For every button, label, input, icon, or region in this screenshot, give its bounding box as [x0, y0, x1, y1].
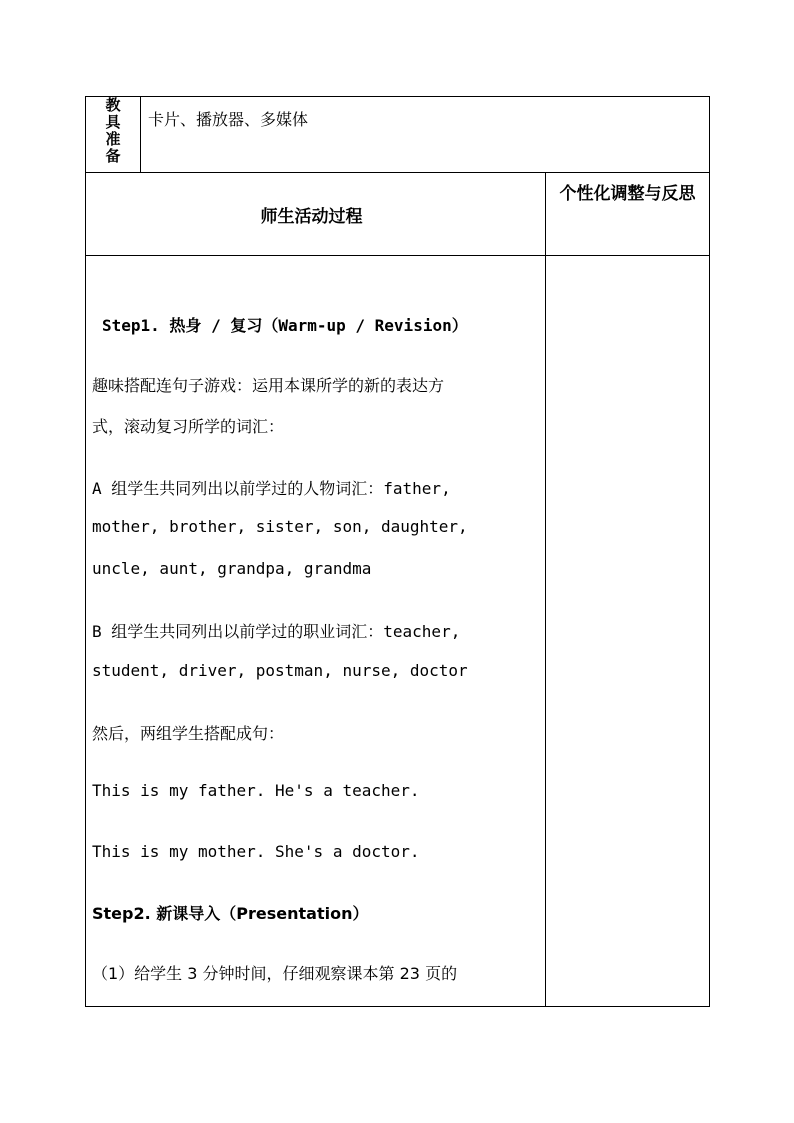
group-b-line-1: B 组学生共同列出以前学过的职业词汇：teacher,	[92, 622, 461, 641]
step2-title: Step2. 新课导入（Presentation）	[92, 904, 369, 923]
teaching-tools-label-cell	[86, 97, 141, 173]
group-a-line-2: mother, brother, sister, son, daughter,	[92, 517, 468, 536]
teaching-tools-text: 卡片、播放器、多媒体	[148, 110, 309, 129]
group-b-line-2: student, driver, postman, nurse, doctor	[92, 661, 468, 680]
column-header-row	[86, 173, 710, 256]
example-sentence-1: This is my father. He's a teacher.	[92, 781, 420, 800]
activity-process-header: 师生活动过程	[260, 206, 363, 227]
step1-intro-line-1: 趣味搭配连句子游戏：运用本课所学的新的表达方	[92, 376, 445, 395]
activity-process-header-cell	[86, 173, 546, 256]
reflection-header-cell	[546, 173, 710, 256]
teaching-tools-row	[86, 97, 710, 173]
reflection-header: 个性化调整与反思	[559, 184, 696, 204]
group-a-line-1: A 组学生共同列出以前学过的人物词汇：father,	[92, 479, 451, 498]
step1-title: Step1. 热身 / 复习（Warm-up / Revision）	[102, 316, 468, 335]
activity-content-cell	[86, 256, 546, 1007]
step1-intro-line-2: 式，滚动复习所学的词汇：	[92, 417, 285, 436]
teaching-tools-label: 教具准备	[105, 96, 121, 165]
teaching-tools-cell	[141, 97, 710, 173]
step2-item-1: （1）给学生 3 分钟时间，仔细观察课本第 23 页的	[92, 964, 458, 983]
reflection-content-cell	[546, 256, 710, 1007]
pairing-instruction: 然后，两组学生搭配成句：	[92, 724, 285, 743]
example-sentence-2: This is my mother. She's a doctor.	[92, 842, 420, 861]
content-row	[86, 256, 710, 1007]
lesson-plan-table	[85, 96, 710, 1007]
group-a-line-3: uncle, aunt, grandpa, grandma	[92, 559, 372, 578]
